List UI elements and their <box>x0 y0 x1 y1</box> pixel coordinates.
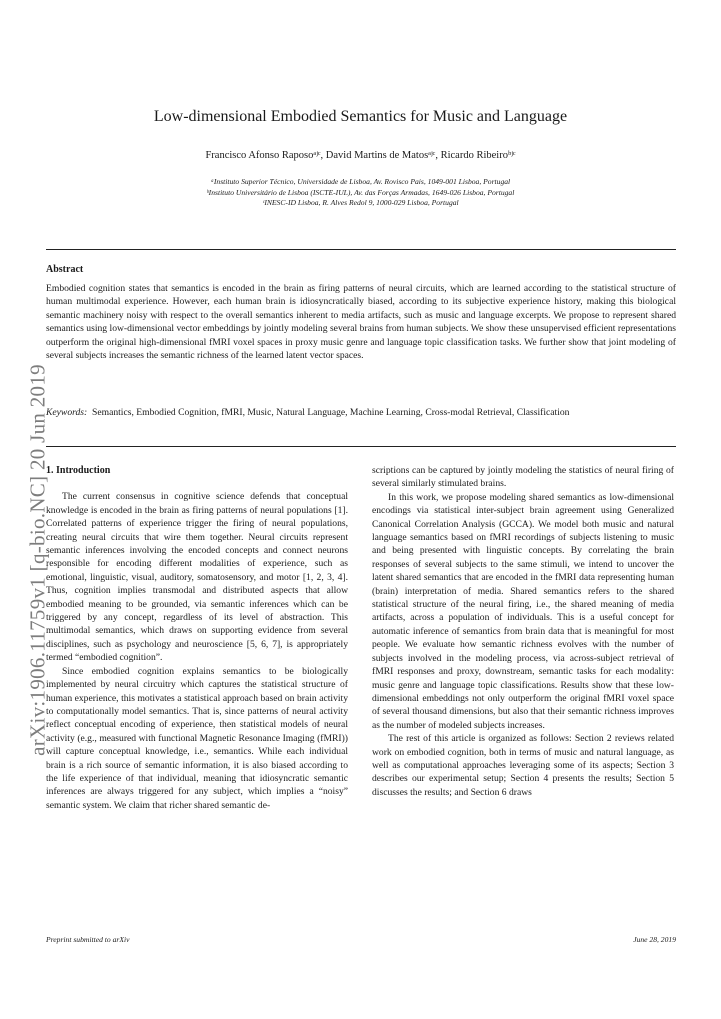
footer-preprint-note: Preprint submitted to arXiv <box>46 935 130 944</box>
intro-paragraph-1: The current consensus in cognitive science defends that conceptual knowledge is encoded in the brain as firing patterns of neural populations [1]. Correlated patterns of experience trigger the firing of neural populations, creating neural circuits that wire them together. Neural circuits represent semantic inferences involving the encoded concepts and connect neurons responsible for encoding different modalities of experience, such as emotional, linguistic, visual, auditory, somatosensory, and motor [1, 2, 3, 4]. Thus, cognition implies transmodal and distributed aspects that allow embodied meaning to be grounded, via semantic inferences which can be triggered by any concept, regardless of its level of abstraction. This multimodal semantics, which draws on supporting evidence from several disciplines, such as psychology and neuroscience [5, 6, 7], is appropriately termed “embodied cognition”. <box>46 491 348 664</box>
intro-paragraph-3: scriptions can be captured by jointly modeling the statistics of neural firing of several similarly stimulated brains. <box>372 465 674 490</box>
top-rule <box>46 249 676 250</box>
left-column <box>46 464 348 812</box>
keywords <box>46 406 676 419</box>
affiliation-a: ᵃInstituto Superior Técnico, Universidade de Lisboa, Av. Rovisco Pais, 1049-001 Lisboa, Portugal <box>210 177 511 186</box>
intro-paragraph-5: The rest of this article is organized as follows: Section 2 reviews related work on embodied cognition, both in terms of music and natural language, as well as computational approaches leveraging some of its aspects; Section 3 describes our experimental setup; Section 4 presents the results; Section 5 discusses the results; and Section 6 draws <box>372 733 674 798</box>
keywords-label: Keywords: <box>46 407 88 418</box>
affiliation-b: ᵇInstituto Universitário de Lisboa (ISCTE-IUL), Av. das Forças Armadas, 1649-026 Lisboa, Portugal <box>206 187 515 197</box>
bottom-rule <box>46 446 676 447</box>
section-heading: 1. Introduction <box>46 465 111 476</box>
keywords-list: Semantics, Embodied Cognition, fMRI, Music, Natural Language, Machine Learning, Cross-modal Retrieval, Classification <box>92 407 570 418</box>
intro-paragraph-4: In this work, we propose modeling shared semantics as low-dimensional encodings via statistical inter-subject brain agreement using Generalized Canonical Correlation Analysis (GCCA). We model both music and natural language semantics based on fMRI recordings of subjects listening to music and being presented with linguistic concepts. By correlating the brain responses of several subjects to the same stimuli, we intend to uncover the latent shared semantics that are encoded in the fMRI data representing human (brain) interpretation of media. Shared semantics refers to the shared statistical structure of the neural firing, i.e., the shared meaning of media artifacts, across a population of individuals. This is a useful concept for automatic inference of semantics from brain data that is meaningful for most people. We evaluate how semantic richness evolves with the number of subjects involved in the modeling process, via across-subject retrieval of fMRI responses and proxy, downstream, semantic tasks for each modality: music genre and language topic classifications. Results show that these low-dimensional embeddings not only outperform the original fMRI voxel space of several thousand dimensions, but also that their semantic richness improves as the number of modeled subjects increases. <box>372 491 674 731</box>
affiliation-c: ᶜINESC-ID Lisboa, R. Alves Redol 9, 1000-029 Lisboa, Portugal <box>262 198 459 207</box>
abstract-heading: Abstract <box>46 264 84 275</box>
right-column <box>372 464 674 799</box>
abstract-text: Embodied cognition states that semantics is encoded in the brain as firing patterns of neural circuits, which are learned according to the statistical structure of human multimodal experience. However, each human brain is idiosyncratically biased, according to its subjective experience history, making this biological semantic machinery noisy with respect to the overall semantics inherent to media artifacts, such as music and language excerpts. We propose to represent shared semantics using low-dimensional vector embeddings by jointly modeling several brains from human subjects. We show these unsupervised efficient representations outperform the original high-dimensional fMRI voxel spaces in proxy music genre and language topic classification tasks. We further show that joint modeling of several subjects increases the semantic richness of the learned latent vector spaces. <box>46 283 676 362</box>
paper-title: Low-dimensional Embodied Semantics for Music and Language <box>153 108 568 125</box>
footer-date: June 28, 2019 <box>633 935 676 944</box>
intro-paragraph-2: Since embodied cognition explains semantics to be biologically implemented by neural circuitry which captures the statistical structure of human experience, this motivates a statistical approach based on brain activity to computationally model semantics. That is, since patterns of neural activity reflect conceptual encoding of experience, then statistical models of neural activity (e.g., measured with functional Magnetic Resonance Imaging (fMRI)) will capture conceptual knowledge, i.e., semantics. While each individual brain is a rich source of semantic information, it is also biased according to the life experience of that individual, meaning that idiosyncratic semantic inferences are always triggered for any subject, which implies a “noisy” semantic system. We claim that richer shared semantic de- <box>46 665 348 811</box>
affiliations <box>0 177 721 209</box>
arxiv-stamp: arXiv:1906.11759v1 [q-bio.NC] 20 Jun 2019 <box>25 364 50 756</box>
author-list: Francisco Afonso Raposoᵃʲᶜ, David Martins de Matosᵃʲᶜ, Ricardo Ribeiroᵇʲᶜ <box>205 150 516 161</box>
